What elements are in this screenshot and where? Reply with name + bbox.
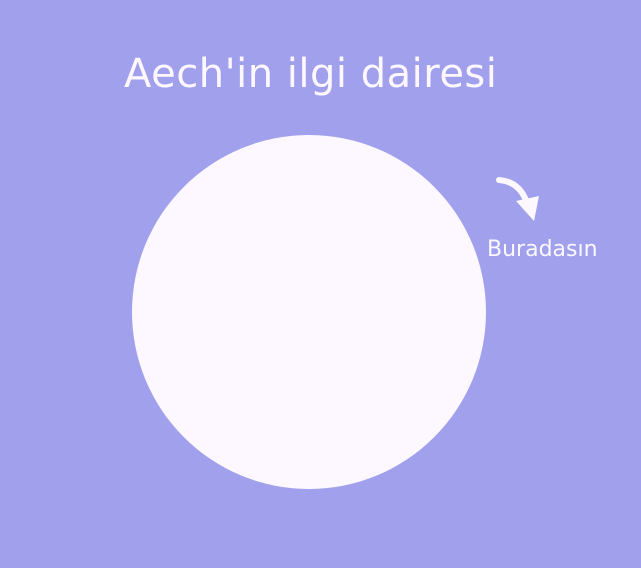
page-title: Aech'in ilgi dairesi — [124, 51, 498, 97]
you-are-here-label: Buradasın — [487, 237, 598, 262]
interest-circle — [132, 135, 486, 489]
curved-arrow-icon — [494, 175, 548, 229]
